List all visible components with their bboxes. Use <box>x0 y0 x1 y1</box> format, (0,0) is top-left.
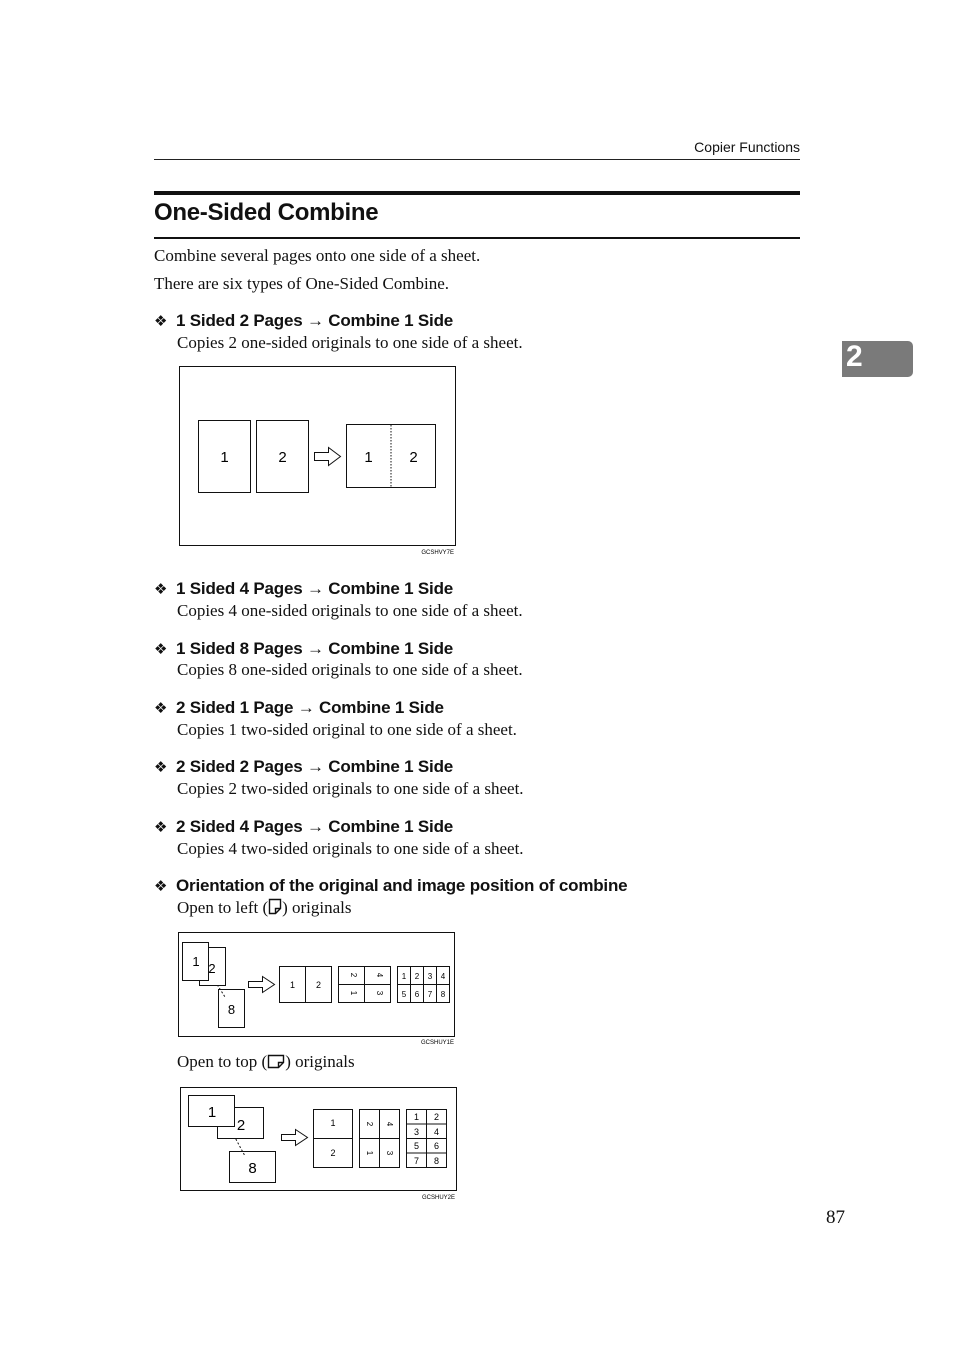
page-label: 5 <box>413 1141 420 1151</box>
chapter-number: 2 <box>846 340 863 373</box>
diamond-bullet-icon: ❖ <box>154 818 168 836</box>
open-top-suffix: ) originals <box>285 1052 355 1071</box>
item-description: Copies 2 two-sided originals to one side of a sheet. <box>177 779 524 798</box>
open-top-label <box>177 1052 355 1072</box>
figure-open-top <box>179 1086 459 1204</box>
page-label: 1 <box>365 1150 374 1156</box>
page-label: 7 <box>413 1156 420 1166</box>
page-label: 3 <box>385 1150 394 1156</box>
figure-code: GCSHUY2E <box>421 1195 455 1201</box>
open-top-orientation-icon <box>267 1054 285 1069</box>
page-label: 1 <box>364 449 373 466</box>
item-description: Copies 4 one-sided originals to one side of a sheet. <box>177 601 523 620</box>
page-label: 1 <box>289 980 296 990</box>
page-label: 2 <box>365 1121 374 1127</box>
page-label: 8 <box>227 1002 236 1017</box>
item-heading-text: 1 Sided 4 Pages → Combine 1 Side <box>176 579 454 598</box>
intro-line-1: Combine several pages onto one side of a sheet. <box>154 246 481 265</box>
page-label: 1 <box>207 1104 217 1121</box>
diamond-bullet-icon: ❖ <box>154 640 168 658</box>
page-label: 4 <box>375 972 384 978</box>
page-label: 7 <box>427 990 433 999</box>
page-label: 1 <box>330 1118 336 1128</box>
item-heading-text: 2 Sided 1 Page → Combine 1 Side <box>176 698 444 717</box>
page-title: One-Sided Combine <box>154 199 379 226</box>
page-label: 3 <box>427 972 433 981</box>
page-label: 3 <box>413 1127 420 1137</box>
header-rule <box>154 159 800 160</box>
figure-1sided-2pages <box>178 365 458 557</box>
page-label: 6 <box>414 990 420 999</box>
page-label: 2 <box>414 972 420 981</box>
open-left-prefix: Open to left ( <box>177 898 269 917</box>
page-label: 2 <box>330 1148 336 1158</box>
page-label: 2 <box>278 449 287 466</box>
item-heading <box>154 579 453 599</box>
page-label: 2 <box>409 449 418 466</box>
item-heading <box>154 876 627 896</box>
page-label: 6 <box>433 1141 440 1151</box>
item-heading <box>154 698 444 718</box>
page-label: 5 <box>401 990 407 999</box>
item-heading-text: 1 Sided 2 Pages → Combine 1 Side <box>176 311 454 330</box>
item-heading <box>154 311 453 331</box>
title-rule-top <box>154 191 800 195</box>
item-description: Copies 4 two-sided originals to one side of a sheet. <box>177 839 524 858</box>
item-heading-text: 2 Sided 2 Pages → Combine 1 Side <box>176 757 454 776</box>
diamond-bullet-icon: ❖ <box>154 699 168 717</box>
page-label: 2 <box>208 961 216 976</box>
open-left-suffix: ) originals <box>282 898 352 917</box>
diamond-bullet-icon: ❖ <box>154 877 168 895</box>
page-label: 1 <box>413 1112 420 1122</box>
open-top-prefix: Open to top ( <box>177 1052 268 1071</box>
page-label: 2 <box>236 1117 246 1134</box>
page-label: 4 <box>433 1127 440 1137</box>
page-label: 4 <box>440 972 446 981</box>
item-description: Copies 8 one-sided originals to one side of a sheet. <box>177 660 523 679</box>
page-label: 2 <box>433 1112 440 1122</box>
item-heading-text: Orientation of the original and image position of combine <box>176 876 628 895</box>
item-description: Copies 1 two-sided original to one side of a sheet. <box>177 720 517 739</box>
item-heading-text: 2 Sided 4 Pages → Combine 1 Side <box>176 817 454 836</box>
diamond-bullet-icon: ❖ <box>154 580 168 598</box>
page-label: 8 <box>440 990 446 999</box>
page-label: 4 <box>385 1121 394 1127</box>
page-label: 1 <box>220 449 229 466</box>
figure-open-left <box>177 931 457 1047</box>
page-label: 1 <box>349 990 358 996</box>
item-description: Copies 2 one-sided originals to one side of a sheet. <box>177 333 523 352</box>
figure-code: GCSHUY1E <box>420 1040 454 1046</box>
running-header: Copier Functions <box>694 139 800 155</box>
diamond-bullet-icon: ❖ <box>154 758 168 776</box>
item-heading <box>154 817 453 837</box>
figure-code: GCSHVY7E <box>421 550 454 556</box>
title-rule-bottom <box>154 237 800 239</box>
page-number: 87 <box>826 1207 845 1228</box>
intro-line-2: There are six types of One-Sided Combine. <box>154 274 450 293</box>
page-label: 2 <box>315 980 322 990</box>
page-label: 8 <box>433 1156 440 1166</box>
open-left-orientation-icon <box>268 898 282 915</box>
page-label: 2 <box>349 972 358 978</box>
item-heading-text: 1 Sided 8 Pages → Combine 1 Side <box>176 639 454 658</box>
page-label: 1 <box>192 954 200 969</box>
item-heading <box>154 639 453 659</box>
page-label: 3 <box>375 990 384 996</box>
item-heading <box>154 757 453 777</box>
diamond-bullet-icon: ❖ <box>154 312 168 330</box>
page-label: 1 <box>401 972 407 981</box>
open-left-label <box>177 898 352 918</box>
page-label: 8 <box>248 1160 257 1177</box>
